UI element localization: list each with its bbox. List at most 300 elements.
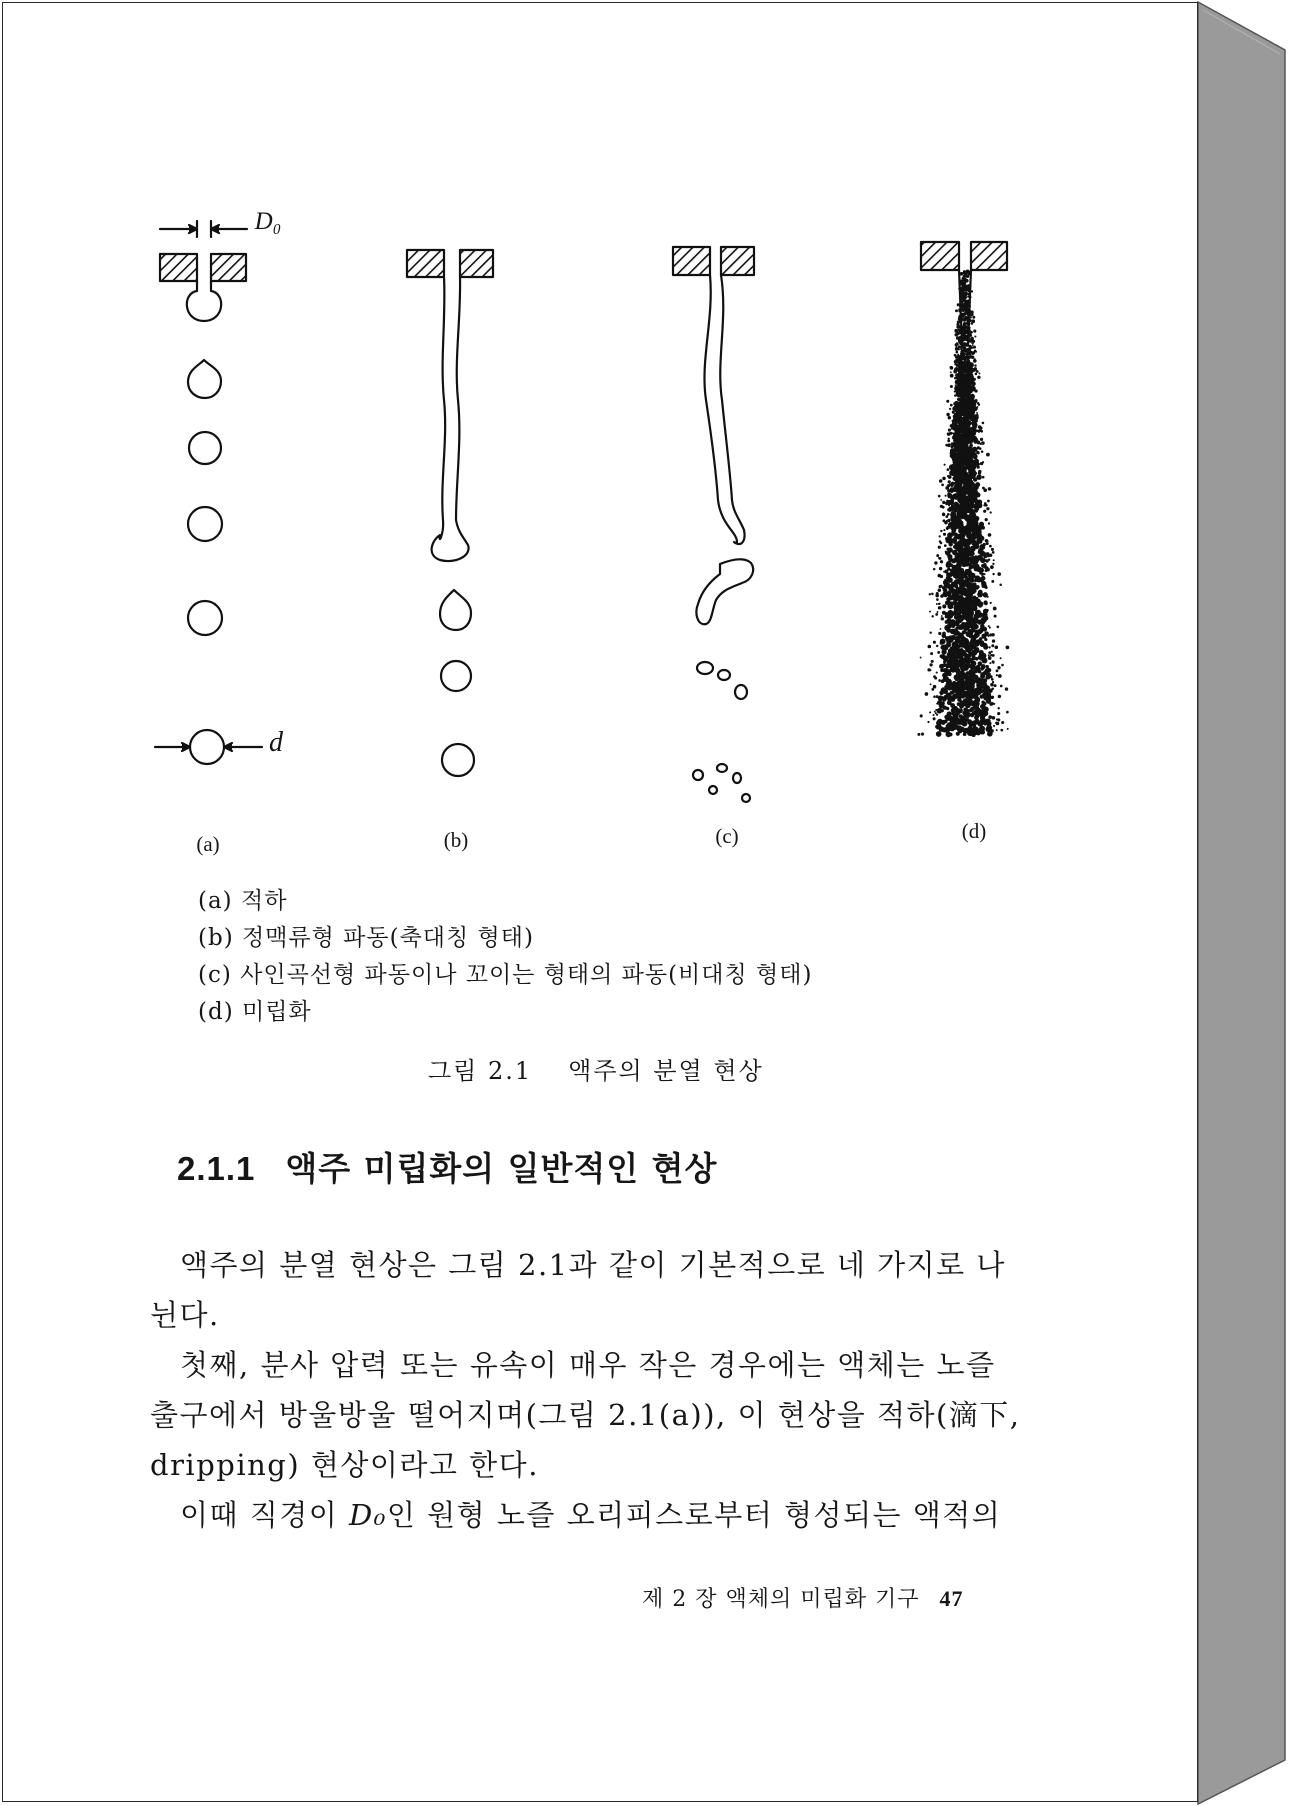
panel-label-b: (b)	[443, 828, 469, 852]
spray-droplet	[986, 540, 988, 542]
spray-droplet	[989, 675, 992, 678]
legend-item: (b) 정맥류형 파동(축대칭 형태)	[198, 925, 534, 951]
spray-droplet	[939, 540, 942, 543]
spray-droplet	[968, 719, 971, 722]
drop	[189, 432, 221, 464]
spray-droplet	[972, 342, 974, 344]
spray-droplet	[992, 563, 994, 565]
spray-droplet	[953, 472, 957, 476]
spray-droplet	[984, 502, 987, 505]
spray-droplet	[979, 473, 981, 475]
spray-droplet	[942, 633, 947, 638]
spray-droplet	[944, 544, 947, 547]
spray-droplet	[954, 551, 958, 555]
spray-droplet	[990, 702, 993, 705]
spray-droplet	[951, 518, 955, 522]
spray-droplet	[947, 433, 950, 436]
spray-droplet	[959, 393, 964, 398]
drop	[188, 601, 222, 635]
spray-droplet	[952, 451, 956, 455]
spray-droplet	[934, 677, 937, 680]
spray-droplet	[970, 669, 973, 672]
spray-droplet	[970, 546, 974, 550]
spray-droplet	[983, 609, 988, 614]
spray-droplet	[1000, 657, 1002, 659]
spray-droplet	[993, 703, 995, 705]
spray-droplet	[970, 449, 975, 454]
spray-droplet	[973, 617, 979, 623]
spray-droplet	[993, 684, 996, 687]
droplet	[733, 773, 741, 783]
spray-droplet	[977, 441, 981, 445]
spray-droplet	[978, 529, 981, 532]
spray-droplet	[985, 719, 990, 724]
spray-droplet	[953, 405, 959, 411]
spray-droplet	[944, 583, 949, 588]
spray-droplet	[941, 649, 946, 654]
paragraph: 액주의 분열 현상은 그림 2.1과 같이 기본적으로 네 가지로 나뉜다.	[150, 1248, 1006, 1332]
spray-droplet	[951, 424, 954, 427]
spray-droplet	[973, 330, 976, 333]
spray-droplet	[946, 724, 951, 729]
spray-droplet	[949, 658, 954, 663]
spray-droplet	[920, 714, 923, 717]
spray-droplet	[988, 559, 990, 561]
spray-droplet	[966, 617, 971, 622]
spray-droplet	[986, 665, 989, 668]
spray-droplet	[964, 458, 968, 462]
spray-droplet	[976, 690, 981, 695]
spray-droplet	[959, 420, 965, 426]
spray-droplet	[974, 705, 979, 710]
spray-droplet	[947, 519, 950, 522]
spray-droplet	[969, 500, 973, 504]
spray-droplet	[941, 687, 947, 693]
spray-droplet	[984, 631, 989, 636]
spray-droplet	[979, 568, 984, 573]
spray-droplet	[986, 568, 990, 572]
spray-droplet	[978, 548, 983, 553]
spray-droplet	[969, 290, 971, 292]
spray-droplet	[935, 613, 938, 616]
spray-droplet	[930, 652, 933, 655]
spray-droplet	[939, 603, 941, 605]
spray-droplet	[955, 309, 958, 312]
spray-droplet	[964, 312, 967, 315]
spray-droplet	[955, 576, 958, 579]
spray-droplet	[975, 633, 979, 637]
spray-droplet	[936, 554, 939, 557]
spray-droplet	[946, 573, 950, 577]
spray-droplet	[941, 484, 944, 487]
spray-droplet	[961, 568, 964, 571]
spray-droplet	[949, 669, 952, 672]
spray-droplet	[987, 554, 990, 557]
spray-droplet	[960, 329, 962, 331]
spray-droplet	[934, 561, 937, 564]
spray-droplet	[936, 731, 942, 737]
spray-droplet	[927, 721, 929, 723]
spray-droplet	[956, 623, 959, 626]
spray-droplet	[981, 664, 986, 669]
spray-droplet	[984, 602, 988, 606]
spray-droplet	[966, 463, 969, 466]
spray-droplet	[955, 425, 960, 430]
spray-droplet	[987, 500, 990, 503]
paragraph	[150, 1490, 1030, 1540]
spray-droplet	[967, 330, 971, 334]
jet-column	[432, 277, 469, 561]
spray-droplet	[960, 505, 965, 510]
spray-droplet	[971, 494, 976, 499]
spray-droplet	[974, 516, 979, 521]
spray-droplet	[970, 474, 975, 479]
spray-droplet	[950, 404, 953, 407]
spray-droplet	[944, 625, 950, 631]
spray-droplet	[937, 651, 940, 654]
spray-droplet	[980, 624, 984, 628]
spray-droplet	[954, 354, 957, 357]
spray-droplet	[967, 645, 971, 649]
spray-droplet	[959, 577, 963, 581]
spray-droplet	[955, 413, 960, 418]
spray-droplet	[947, 612, 951, 616]
spray-droplet	[966, 662, 971, 667]
spray-droplet	[974, 358, 976, 360]
spray-droplet	[972, 692, 976, 696]
spray-droplet	[995, 722, 998, 725]
spray-droplet	[989, 545, 992, 548]
spray-droplet	[995, 646, 999, 650]
spray-droplet	[950, 508, 954, 512]
spray-droplet	[947, 468, 950, 471]
spray-droplet	[976, 429, 979, 432]
spray-droplet	[959, 536, 964, 541]
spray-droplet	[951, 629, 954, 632]
spray-droplet	[954, 643, 958, 647]
spray-droplet	[959, 336, 961, 338]
spray-droplet	[988, 646, 990, 648]
spray-droplet	[936, 672, 938, 674]
spray-droplet	[972, 432, 976, 436]
spray-droplet	[991, 580, 994, 583]
spray-droplet	[958, 310, 960, 312]
paragraph-text: 인 원형 노즐 오리피스로부터 형성되는 액적의	[386, 1498, 1002, 1532]
spray-droplet	[942, 611, 946, 615]
spray-droplet	[947, 693, 951, 697]
spray-droplet	[966, 544, 970, 548]
spray-droplet	[976, 474, 981, 479]
spray-droplet	[976, 629, 980, 633]
spray-droplet	[964, 597, 968, 601]
spray-droplet	[929, 711, 931, 713]
spray-droplet	[980, 438, 983, 441]
droplet	[718, 670, 730, 680]
spray-droplet	[938, 606, 941, 609]
spray-droplet	[988, 651, 991, 654]
spray-droplet	[973, 525, 978, 530]
drop-measured	[190, 730, 224, 764]
spray-droplet	[965, 626, 969, 630]
spray-droplet	[958, 632, 963, 637]
drop-diameter-label: d	[269, 727, 283, 758]
spray-droplet	[961, 376, 965, 380]
spray-droplet	[974, 648, 980, 654]
spray-droplet	[976, 541, 980, 545]
spray-droplet	[966, 344, 969, 347]
spray-droplet	[964, 381, 968, 385]
spray-droplet	[963, 733, 967, 737]
spray-droplet	[948, 438, 950, 440]
spray-droplet	[960, 346, 963, 349]
spray-droplet	[964, 445, 969, 450]
wavy-jet	[704, 275, 744, 544]
figure-legend	[198, 883, 998, 1031]
spray-droplet	[965, 372, 970, 377]
spray-droplet	[990, 654, 992, 656]
section-heading	[177, 1143, 717, 1190]
spray-droplet	[962, 588, 965, 591]
spray-droplet	[950, 374, 954, 378]
spray-droplet	[948, 480, 951, 483]
spray-droplet	[936, 603, 938, 605]
spray-droplet	[939, 535, 941, 537]
spray-droplet	[962, 690, 967, 695]
spray-droplet	[992, 639, 995, 642]
spray-droplet	[959, 664, 963, 668]
spray-droplet	[982, 615, 986, 619]
spray-droplet	[958, 597, 962, 601]
spray-droplet	[972, 596, 976, 600]
spray-droplet	[986, 453, 990, 457]
spray-droplet	[977, 463, 980, 466]
spray-droplet	[959, 384, 965, 390]
spray-droplet	[976, 406, 978, 408]
legend-item: (a) 적하	[198, 888, 288, 914]
spray-droplet	[953, 714, 959, 720]
spray-droplet	[982, 654, 986, 658]
spray-droplet	[997, 707, 999, 709]
spray-droplet	[960, 651, 965, 656]
spray-droplet	[956, 557, 961, 562]
spray-droplet	[955, 630, 959, 634]
spray-droplet	[967, 296, 969, 298]
spray-droplet	[939, 567, 942, 570]
panel-label-c: (c)	[715, 824, 739, 848]
spray-droplet	[948, 429, 951, 432]
spray-droplet	[978, 425, 982, 429]
spray-droplet	[947, 484, 950, 487]
spray-droplet	[946, 551, 951, 556]
spray-droplet	[941, 615, 943, 617]
spray-droplet	[966, 419, 970, 423]
spray-droplet	[965, 527, 968, 530]
spray-droplet	[980, 579, 983, 582]
spray-droplet	[988, 533, 992, 537]
spray-droplet	[980, 558, 986, 564]
spray-droplet	[979, 429, 982, 432]
spray-droplet	[982, 422, 985, 425]
spray-droplet	[958, 315, 962, 319]
spray-droplet	[983, 584, 987, 588]
drop	[442, 744, 474, 776]
spray-droplet	[963, 288, 966, 291]
spray-droplet	[980, 694, 984, 698]
spray-droplet	[958, 435, 963, 440]
spray-droplet	[945, 495, 947, 497]
spray-droplet	[970, 599, 974, 603]
spray-droplet	[951, 558, 956, 563]
spray-droplet	[965, 602, 970, 607]
spray-droplet	[961, 287, 964, 290]
spray-droplet	[936, 714, 938, 716]
spray-droplet	[942, 512, 944, 514]
spray-droplet	[977, 376, 980, 379]
spray-droplet	[974, 509, 978, 513]
spray-droplet	[942, 501, 945, 504]
spray-droplet	[968, 726, 973, 731]
spray-droplet	[962, 278, 965, 281]
spray-droplet	[970, 482, 975, 487]
spray-droplet	[966, 326, 969, 329]
spray-droplet	[959, 708, 963, 712]
spray-droplet	[987, 725, 991, 729]
spray-droplet	[969, 683, 975, 689]
spray-droplet	[941, 617, 944, 620]
spray-droplet	[970, 561, 973, 564]
spray-droplet	[959, 370, 962, 373]
spray-droplet	[957, 683, 963, 689]
spray-droplet	[992, 681, 994, 683]
spray-droplet	[960, 491, 966, 497]
spray-droplet	[948, 663, 953, 668]
spray-droplet	[960, 342, 962, 344]
spray-droplet	[972, 316, 975, 319]
spray-droplet	[960, 465, 964, 469]
spray-droplet	[942, 477, 946, 481]
spray-droplet	[979, 637, 982, 640]
spray-droplet	[973, 709, 979, 715]
spray-droplet	[971, 331, 973, 333]
spray-droplet	[947, 526, 951, 530]
spray-droplet	[950, 511, 956, 517]
spray-droplet	[973, 582, 977, 586]
spray-droplet	[942, 519, 945, 522]
spray-droplet	[967, 363, 972, 368]
spray-droplet	[994, 615, 997, 618]
spray-droplet	[969, 444, 973, 448]
nozzle-plate-right	[211, 254, 246, 281]
spray-droplet	[997, 572, 1001, 576]
spray-droplet	[963, 344, 966, 347]
spray-droplet	[967, 284, 970, 287]
page-number: 47	[939, 1586, 964, 1611]
spray-droplet	[969, 708, 973, 712]
spray-droplet	[990, 683, 993, 686]
spray-droplet	[974, 364, 976, 366]
spray-droplet	[957, 611, 961, 615]
spray-droplet	[961, 272, 964, 275]
spray-droplet	[986, 542, 989, 545]
spray-droplet	[955, 375, 959, 379]
spray-droplet	[976, 414, 978, 416]
spray-droplet	[956, 544, 960, 548]
spray-droplet	[940, 505, 943, 508]
spray-droplet	[961, 717, 964, 720]
spray-droplet	[983, 685, 988, 690]
legend-item: (d) 미립화	[198, 999, 312, 1025]
spray-droplet	[999, 583, 1002, 586]
spray-droplet	[959, 364, 964, 369]
spray-droplet	[943, 676, 949, 682]
spray-droplet	[962, 316, 964, 318]
spray-droplet	[963, 358, 965, 360]
spray-droplet	[967, 319, 970, 322]
spray-droplet	[978, 655, 983, 660]
spray-droplet	[954, 636, 958, 640]
spray-droplet	[1005, 687, 1008, 690]
spray-droplet	[982, 476, 985, 479]
spray-droplet	[1006, 711, 1009, 714]
spray-droplet	[929, 669, 931, 671]
spray-droplet	[963, 270, 966, 273]
spray-droplet	[954, 465, 960, 471]
spray-droplet	[975, 399, 978, 402]
drop	[441, 661, 471, 691]
spray-droplet	[943, 668, 947, 672]
spray-droplet	[972, 488, 977, 493]
spray-droplet	[981, 526, 985, 530]
spray-droplet	[956, 360, 959, 363]
ligament	[696, 559, 753, 624]
spray-droplet	[953, 402, 956, 405]
spray-droplet	[992, 573, 994, 575]
spray-droplet	[931, 688, 934, 691]
spray-droplet	[958, 521, 962, 525]
spray-droplet	[969, 578, 974, 583]
paragraph: 첫째, 분사 압력 또는 유속이 매우 작은 경우에는 액체는 노즐 출구에서 방울방울 떨어지며(그림 2.1(a)), 이 현상을 적하(滴下, dripping) 현상이라고 한다.	[150, 1348, 1021, 1482]
spray-droplet	[954, 584, 958, 588]
spray-droplet	[950, 703, 955, 708]
spray-droplet	[969, 376, 973, 380]
spray-droplet	[991, 678, 994, 681]
spray-droplet	[975, 500, 980, 505]
spray-droplet	[971, 656, 975, 660]
spray-droplet	[965, 499, 970, 504]
spray-droplet	[972, 530, 977, 535]
spray-droplet	[950, 385, 953, 388]
spray-droplet	[972, 700, 977, 705]
spray-droplet	[990, 565, 994, 569]
spray-droplet	[977, 452, 980, 455]
spray-droplet	[965, 400, 970, 405]
forming-drop	[187, 281, 221, 321]
spray-droplet	[961, 296, 964, 299]
spray-droplet	[983, 702, 987, 706]
spray-droplet	[948, 416, 951, 419]
spray-droplet	[939, 664, 944, 669]
spray-droplet	[978, 590, 983, 595]
spray-droplet	[957, 325, 960, 328]
spray-droplet	[989, 633, 992, 636]
spray-droplet	[961, 672, 964, 675]
spray-droplet	[996, 718, 998, 720]
spray-droplet	[953, 412, 955, 414]
spray-droplet	[955, 654, 960, 659]
spray-droplet	[940, 530, 942, 532]
spray-droplet	[956, 672, 962, 678]
spray-droplet	[951, 572, 956, 577]
